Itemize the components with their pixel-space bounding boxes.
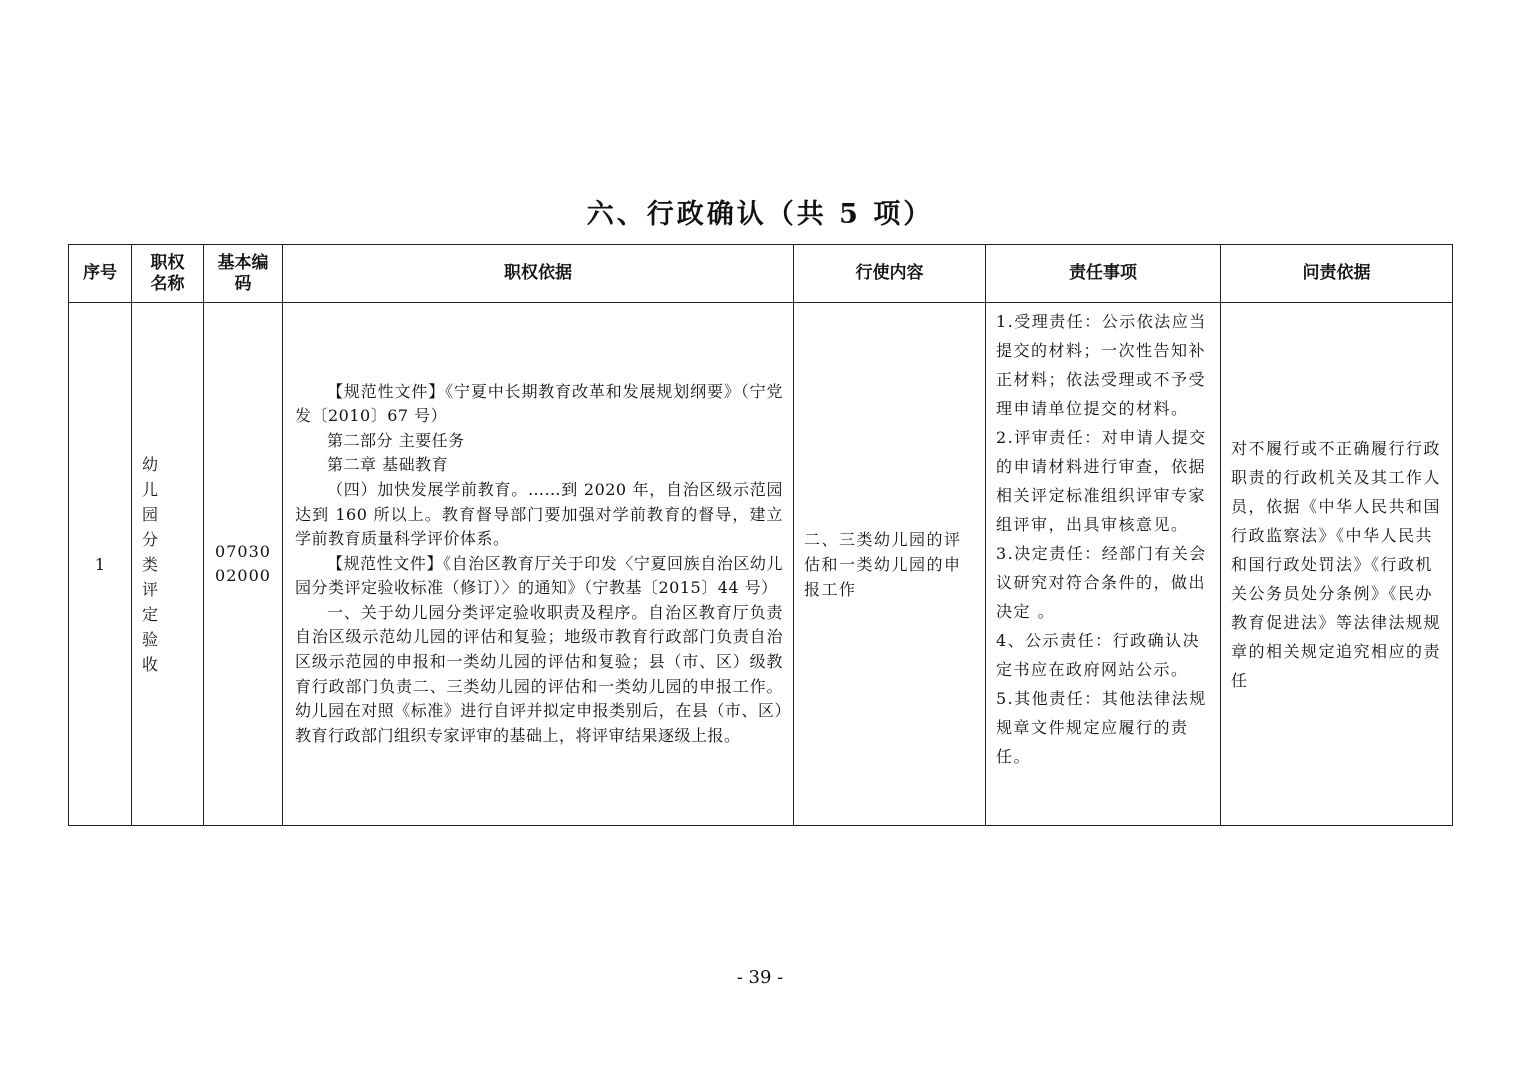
table-header-row [69,245,1453,303]
basis-para-4: （四）加快发展学前教育。……到 2020 年，自治区级示范园达到 160 所以上。教育督导部门要加强对学前教育的督导，建立学前教育质量科学评价体系。 [295,479,783,549]
cell-content: 二、三类幼儿园的评估和一类幼儿园的申报工作 [794,303,986,826]
cell-code [204,303,283,826]
admin-confirmation-table [68,244,1453,826]
responsibility-item-1: 1.受理责任：公示依法应当提交的材料；一次性告知补正材料；依法受理或不予受理申请单位提交的材料。 [996,312,1207,418]
responsibility-item-5: 5.其他责任：其他法律法规规章文件规定应履行的责任。 [996,689,1207,766]
page-number: - 39 - [736,967,784,988]
basis-para-3: 第二章 基础教育 [327,455,449,475]
basis-para-5: 【规范性文件】《自治区教育厅关于印发〈宁夏回族自治区幼儿园分类评定验收标准（修订）〉的通知》（宁教基〔2015〕44 号） [295,553,783,598]
responsibility-item-3: 3.决定责任：经部门有关会议研究对符合条件的，做出决定 。 [996,544,1207,621]
header-responsibility: 责任事项 [986,245,1221,303]
header-name [132,245,204,303]
cell-accountability: 对不履行或不正确履行行政职责的行政机关及其工作人员，依据《中华人民共和国行政监察法》《中华人民共和国行政处罚法》《行政机关公务员处分条例》《民办教育促进法》等法律法规规章的相关规定追究相应的责任 [1221,303,1453,826]
basis-para-1: 【规范性文件】《宁夏中长期教育改革和发展规划纲要》（宁党发〔2010〕67 号） [295,381,783,426]
responsibility-item-4: 4、公示责任：行政确认决定书应在政府网站公示。 [996,631,1201,679]
cell-responsibility [986,303,1221,826]
header-accountability: 问责依据 [1221,245,1453,303]
header-code-text: 基本编码 [217,252,269,294]
cell-basis [283,303,794,826]
cell-name-text: 幼儿园分类评定验收 [142,454,171,674]
responsibility-item-2: 2.评审责任：对申请人提交的申请材料进行审查，依据相关评定标准组织评审专家组评审，出具审核意见。 [996,428,1207,534]
cell-name [132,303,204,826]
table-row [69,303,1453,826]
cell-code-text: 0703002000 [215,542,271,585]
header-basis: 职权依据 [283,245,794,303]
cell-seq: 1 [69,303,132,826]
header-content: 行使内容 [794,245,986,303]
basis-para-2: 第二部分 主要任务 [327,430,465,450]
basis-para-6: 一、关于幼儿园分类评定验收职责及程序。自治区教育厅负责自治区级示范幼儿园的评估和复验；地级市教育行政部门负责自治区级示范园的申报和一类幼儿园的评估和复验；县（市、区）级教育行政部门负责二、三类幼儿园的评估和一类幼儿园的申报工作。幼儿园在对照《标准》进行自评并拟定申报类别后，在县（市、区）教育行政部门组织专家评审的基础上，将评审结果逐级上报。 [295,602,783,745]
header-seq: 序号 [69,245,132,303]
header-name-text: 职权名称 [150,252,185,294]
page-title: 六、行政确认（共 5 项） [586,199,934,230]
header-code [204,245,283,303]
